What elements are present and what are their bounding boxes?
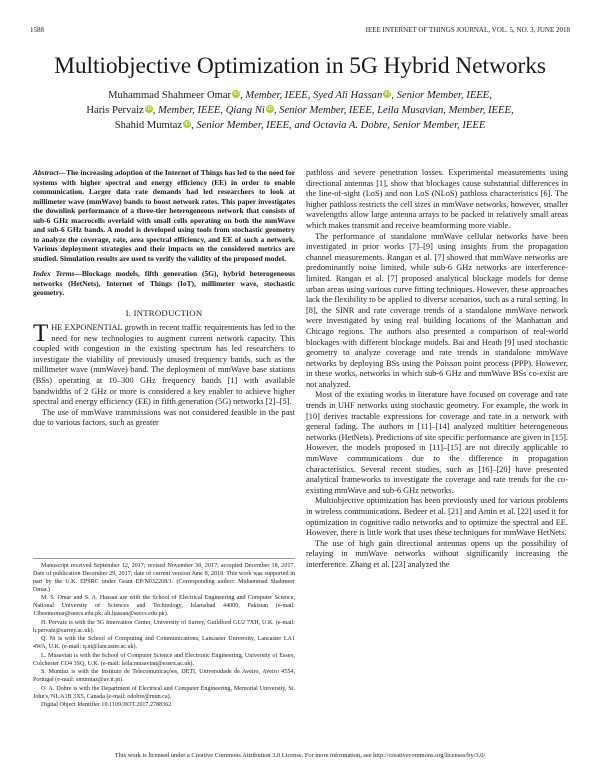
author-line-3 xyxy=(30,118,570,133)
orcid-icon[interactable]: iD xyxy=(384,91,391,97)
index-terms-text: Blockage models, fifth generation (5G), hybrid heterogeneous networks (HetNets), Internet of Things (IoT), millimeter wave, stochastic geometry. xyxy=(33,269,295,297)
footnote-affiliation: Q. Ni is with the School of Computing and Communications, Lancaster University, Lancaster LA1 4WA, U.K. (e-mail: q.ni@lancaster.ac.uk). xyxy=(33,636,295,651)
right-column xyxy=(306,168,568,571)
intro-paragraph-1-text: growth in recent traffic requirements has led to the need for new technologies to augment current network capacity. This coupled with congestion in the existing spectrum has led researchers to investigate the viability of previously unused frequency bands, such as the millimeter wave (mmWave) band. The deployment of mmWave base stations (BSs) operating at 10–300 GHz frequency bands [1] with available bandwidths of 2 GHz or more is considered a key enabler to achieve higher spectral and energy efficiency (EE) in fifth generation (5G) networks [2]–[5]. xyxy=(33,323,295,407)
body-paragraph: Multiobjective optimization has been previously used for various problems in wireless communications. Bedeer et al. [21] and Amin et al. [22] used it for optimization in cognitive radio networks and to optimize the spectral and EE. However, there is little work that uses these techniques for mmWave HetNets. xyxy=(306,496,568,538)
license-footer: This work is licensed under a Creative Commons Attribution 3.0 License. For more information, see http://creativecommons.org/licenses/by/3.0/ xyxy=(114,752,486,759)
index-terms xyxy=(33,269,295,298)
author-line-1 xyxy=(30,88,570,103)
footnote-affiliation: S. Mumtaz is with the Instituto de Telecomunicações, DETI, Universidade de Aveiro, Aveiro 4554, Portugal (e-mail: smumtaz@av.it.pt). xyxy=(33,669,295,684)
left-column xyxy=(33,168,295,429)
footnote-affiliation: O. A. Dobre is with the Department of Electrical and Computer Engineering, Memorial University, St. John's, NL A1B 3X5, Canada (e-mail: odobre@mun.ca). xyxy=(33,685,295,700)
paper-title: Multiobjective Optimization in 5G Hybrid Networks xyxy=(54,53,546,79)
author-line-2 xyxy=(30,103,570,118)
orcid-icon[interactable]: iD xyxy=(233,91,239,97)
abstract xyxy=(33,168,295,263)
intro-paragraph-1 xyxy=(33,320,295,408)
intro-lead-words: HE EXPONENTIAL xyxy=(51,323,123,333)
body-paragraph: Most of the existing works in literature have focused on coverage and rate trends in UHF networks using stochastic geometry. For example, the work in [10] derives tractable expressions for coverage and rate in a network with general fading. The authors in [11]–[14] analyzed multitier heterogeneous networks (HetNets). Predictions of site specific performance are given in [15]. However, the models proposed in [11]–[15] are not directly applicable to mmWave communications due to the difference in propagation characteristics. Several recent studies, such as [16]–[20] have presented analytical frameworks to investigate the coverage and rate trends for the co-existing mmWave and sub-6 GHz networks. xyxy=(306,390,568,495)
author-name-pervaiz: Haris Pervaiz xyxy=(86,105,144,116)
author-affil-3: , Member, IEEE, Qiang Ni xyxy=(152,105,265,116)
footnote-affiliation: L. Musavian is with the School of Computer Science and Electronic Engineering, University of Essex, Colchester CO4 3SQ, U.K. (e-mail: leila.musavian@essex.ac.uk). xyxy=(33,652,295,667)
author-affil-2: , Senior Member, IEEE, xyxy=(391,90,492,101)
orcid-icon[interactable]: iD xyxy=(145,106,152,112)
author-name-omar: Muhammad Shahmeer Omar xyxy=(108,90,232,101)
author-affil-4: , Senior Member, IEEE, Leila Musavian, Member, IEEE, xyxy=(273,105,514,116)
body-paragraph: pathloss and severe penetration losses. Experimental measurements using directional antennas [1], show that blockages cause substantial differences in the line-of-sight (LoS) and non LoS (NLoS) pathloss characteristics [6]. The higher pathloss restricts the cell sizes in mmWave networks, however, smaller wavelengths allow large antenna arrays to be packed in relatively small areas which makes transmit and receive beamforming more viable. xyxy=(306,168,568,230)
author-affil-1: , Member, IEEE, Syed Ali Hassan xyxy=(240,90,383,101)
footnote-manuscript: Manuscript received September 12, 2017; revised November 30, 2017; accepted December 18, 2017. Date of publication December 29, 2017; date of current version June 8, 2018. This work was supported in part by the U.K. EPSRC under Grant EP/N032268/1. (Corresponding author: Muhammad Shahmeer Omar.) xyxy=(33,563,295,593)
abstract-text: The increasing adoption of the Internet of Things has led to the need for systems with higher spectral and energy efficiency (EE) in order to enable communication. Larger data rate demands had led researchers to look at millimeter wave (mmWave) bands to boost network rates. This paper investigates the downlink performance of a three-tier heterogeneous network that consists of sub-6 GHz macrocells overlaid with small cells operating on both the mmWave and sub-6 GHz bands. A model is developed using tools from stochastic geometry to analyze the coverage, rate, area spectral efficiency, and EE of such a network. Various deployment strategies and their impacts on the considered metrics are studied. Simulation results are used to verify the validity of the proposed model. xyxy=(33,168,295,263)
intro-paragraph-2: The use of mmWave transmissions was not considered feasible in the past due to various factors, such as greater xyxy=(33,407,295,428)
author-name-mumtaz: Shahid Mumtaz xyxy=(114,120,183,131)
journal-header: IEEE INTERNET OF THINGS JOURNAL, VOL. 5, NO. 3, JUNE 2018 xyxy=(365,26,570,34)
page-number: 1588 xyxy=(30,26,44,34)
body-paragraph: The use of high gain directional antennas opens up the possibility of relaying in mmWave networks without significantly increasing the interference. Zhang et al. [23] analyzed the xyxy=(306,538,568,569)
footnote-affiliation: M. S. Omar and S. A. Hassan are with the School of Electrical Engineering and Computer Science, National University of Sciences and Technology, Islamabad 44000, Pakistan (e-mail: 13beemomar@seecs.edu.pk; ali.hassan@seecs.edu.pk). xyxy=(33,595,295,618)
footnote-affiliation: H. Pervaiz is with the 5G Innovation Center, University of Surrey, Guildford GU2 7XH, U.K. (e-mail: h.pervaiz@surrey.ac.uk). xyxy=(33,619,295,634)
orcid-icon[interactable]: iD xyxy=(184,121,190,127)
dropcap: T xyxy=(33,320,49,348)
author-affil-5: , Senior Member, IEEE, and Octavia A. Dobre, Senior Member, IEEE xyxy=(191,120,486,131)
abstract-label: Abstract— xyxy=(33,168,67,177)
doi-line[interactable]: Digital Object Identifier 10.1109/JIOT.2017.2788362 xyxy=(41,702,172,709)
index-terms-label: Index Terms— xyxy=(33,269,82,278)
section-heading-introduction: I. INTRODUCTION xyxy=(125,307,203,318)
author-list xyxy=(30,88,570,133)
footnotes xyxy=(33,558,295,711)
orcid-icon[interactable]: iD xyxy=(266,106,273,112)
body-paragraph: The performance of standalone mmWave cellular networks have been investigated in prior works [7]–[9] using insights from the propagation channel measurements. Rangan et al. [7] showed that mmWave networks are predominantly noise limited, while sub-6 GHz networks are interference-limited. Rangan et al. [7] proposed analytical blockage models for dense urban areas using various curve fitting techniques. However, these approaches lack the flexibility to be applied to diverse scenarios, such as a rural setting. In [8], the SINR and rate coverage trends of a standalone mmWave network were investigated by using real building locations of the Manhattan and Chicago regions. The authors also presented a comparison of real-world blockages with different blockage models. Bai and Heath [9] used stochastic geometry to analyze coverage and rate trends in standalone mmWave networks by deploying BSs using the Poisson point process (PPP). However, in these works, networks in which sub-6 GHz and mmWave BSs co-exist are not analyzed. xyxy=(306,231,568,389)
